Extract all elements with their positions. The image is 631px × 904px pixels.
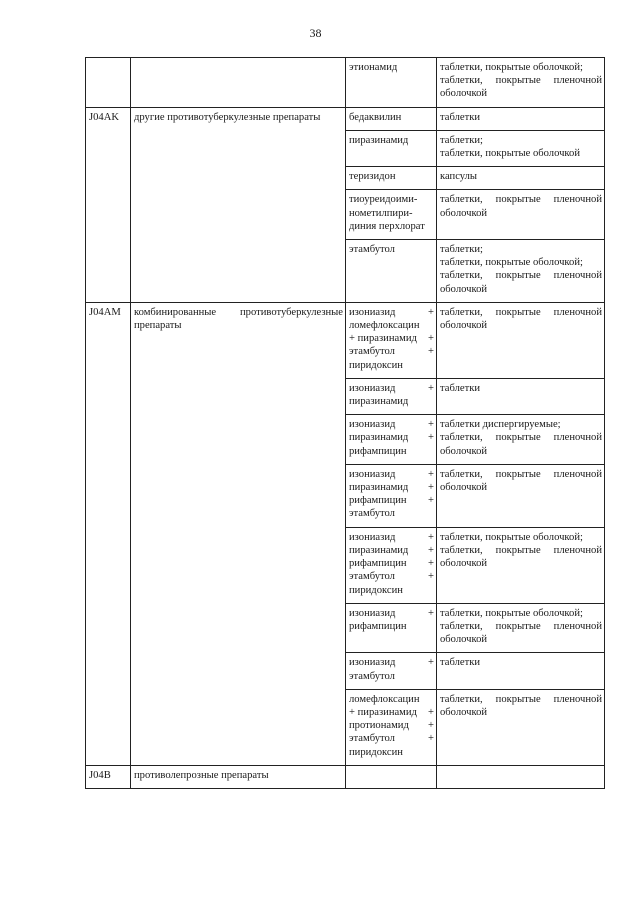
substance-text: + пиразинамид (349, 333, 417, 345)
substance-text: изониазид (349, 607, 396, 619)
group-name-cell (131, 58, 346, 108)
substance-line (349, 746, 434, 759)
substance-text: пиразинамид (349, 432, 409, 444)
plus-sign (431, 207, 434, 220)
plus-sign: + (428, 733, 434, 745)
substance-line (349, 345, 434, 358)
dosage-form-cell (437, 653, 605, 689)
substance-line (349, 111, 434, 124)
plus-sign (431, 243, 434, 256)
substance-text: изониазид (349, 382, 396, 394)
substance-text: этамбутол (349, 508, 395, 520)
substance-text: этионамид (349, 62, 398, 73)
substance-line (349, 719, 434, 732)
plus-sign (431, 61, 434, 74)
substance-line (349, 481, 434, 494)
substance-cell (346, 167, 437, 190)
substance-text: ломефлоксацин (349, 693, 420, 705)
dosage-form-cell (437, 190, 605, 240)
substance-text: протионамид (349, 720, 409, 732)
substance-text: + пиразинамид (349, 706, 417, 718)
substance-line (349, 531, 434, 544)
plus-sign: + (428, 419, 434, 431)
substance-text: нометилпири- (349, 207, 413, 219)
dosage-form-cell (437, 378, 605, 414)
dosage-form-line: таблетки, покрытые пленочной оболочкой (440, 306, 602, 332)
plus-sign (431, 111, 434, 124)
dosage-form-line: таблетки; (440, 134, 483, 146)
plus-sign (431, 359, 434, 372)
dosage-form-line: таблетки диспергируемые; (440, 419, 561, 431)
substance-cell (346, 603, 437, 653)
substance-text: изониазид (349, 306, 396, 318)
substance-text: пиразинамид (349, 134, 409, 146)
substance-cell (346, 527, 437, 603)
dosage-form-line: таблетки, покрытые оболочкой; (440, 607, 583, 619)
dosage-form-line: таблетки, покрытые пленочной оболочкой (440, 544, 602, 570)
substance-cell (346, 765, 437, 788)
plus-sign: + (428, 607, 434, 619)
plus-sign: + (428, 571, 434, 583)
substance-text: рифампицин (349, 495, 407, 507)
substance-line (349, 431, 434, 444)
substance-line (349, 395, 434, 408)
substance-line (349, 170, 434, 183)
plus-sign (431, 620, 434, 633)
table-row (86, 58, 605, 108)
dosage-form-cell (437, 130, 605, 166)
atc-code-cell: J04AK (86, 107, 131, 302)
substance-text: изониазид (349, 657, 396, 669)
substance-line (349, 306, 434, 319)
substance-line (349, 584, 434, 597)
substance-text: этамбутол (349, 571, 395, 583)
substance-cell (346, 130, 437, 166)
plus-sign: + (428, 382, 434, 394)
plus-sign (431, 220, 434, 233)
plus-sign: + (428, 333, 434, 345)
dosage-form-line: таблетки, покрытые оболочкой; (440, 531, 583, 543)
plus-sign: + (428, 495, 434, 507)
plus-sign: + (428, 558, 434, 570)
plus-sign (431, 319, 434, 332)
substance-text: рифампицин (349, 558, 407, 570)
plus-sign (431, 746, 434, 759)
plus-sign (431, 507, 434, 520)
plus-sign (431, 670, 434, 683)
substance-cell (346, 190, 437, 240)
dosage-form-cell (437, 415, 605, 465)
dosage-form-line: таблетки (440, 657, 481, 669)
substance-line (349, 557, 434, 570)
table-row (86, 302, 605, 378)
substance-line (349, 134, 434, 147)
substance-line (349, 243, 434, 256)
substance-line (349, 193, 434, 206)
dosage-form-cell (437, 302, 605, 378)
plus-sign: + (428, 468, 434, 480)
substance-text: теризидон (349, 171, 396, 183)
substance-line (349, 507, 434, 520)
table-row (86, 107, 605, 130)
dosage-form-line: таблетки, покрытые оболочкой (440, 148, 580, 160)
substance-text: бедаквилин (349, 111, 402, 123)
dosage-form-line: таблетки (440, 382, 481, 394)
substance-cell (346, 653, 437, 689)
substance-cell (346, 240, 437, 303)
substance-line (349, 445, 434, 458)
plus-sign (431, 584, 434, 597)
table-row (86, 765, 605, 788)
atc-code-cell: J04B (86, 765, 131, 788)
dosage-form-cell (437, 464, 605, 527)
substance-cell (346, 415, 437, 465)
dosage-form-line: таблетки, покрытые пленочной оболочкой (440, 693, 602, 718)
substance-cell (346, 378, 437, 414)
substance-line (349, 61, 434, 74)
table-body (86, 58, 605, 789)
substance-line (349, 418, 434, 431)
substance-text: этамбутол (349, 346, 395, 358)
dosage-form-line: таблетки, покрытые пленочной оболочкой (440, 620, 602, 646)
plus-sign: + (428, 657, 434, 669)
substance-text: пиразинамид (349, 544, 409, 556)
substance-cell (346, 689, 437, 765)
dosage-form-line: таблетки, покрытые пленочной оболочкой (440, 194, 602, 219)
dosage-form-cell (437, 765, 605, 788)
substance-line (349, 494, 434, 507)
substance-line (349, 382, 434, 395)
substance-text: рифампицин (349, 620, 407, 632)
substance-text: изониазид (349, 468, 396, 480)
dosage-form-line: таблетки, покрытые оболочкой; (440, 62, 583, 73)
substance-text: пиридоксин (349, 359, 403, 371)
plus-sign: + (428, 531, 434, 543)
substance-text: пиридоксин (349, 584, 403, 596)
substance-line (349, 570, 434, 583)
plus-sign: + (428, 544, 434, 556)
plus-sign: + (428, 482, 434, 494)
dosage-form-cell (437, 107, 605, 130)
dosage-form-line: таблетки (440, 111, 481, 123)
dosage-form-line: таблетки, покрытые пленочной оболочкой (440, 468, 602, 494)
dosage-form-line: капсулы (440, 171, 478, 183)
substance-text: диния перхлорат (349, 220, 425, 232)
substance-text: этамбутол (349, 244, 395, 256)
substance-line (349, 319, 434, 332)
group-name-cell: противолепрозные препараты (131, 765, 346, 788)
plus-sign: + (428, 306, 434, 318)
substance-line (349, 468, 434, 481)
dosage-form-cell (437, 603, 605, 653)
substance-text: пиридоксин (349, 746, 403, 758)
plus-sign (431, 395, 434, 408)
plus-sign: + (428, 720, 434, 732)
substance-text: изониазид (349, 531, 396, 543)
substance-line (349, 359, 434, 372)
dosage-form-cell (437, 689, 605, 765)
substance-cell (346, 107, 437, 130)
substance-cell (346, 58, 437, 108)
group-name-cell: другие противотуберкулезные препараты (131, 107, 346, 302)
plus-sign (431, 134, 434, 147)
dosage-form-line: таблетки, покрытые пленочной оболочкой (440, 75, 602, 100)
substance-text: рифампицин (349, 445, 407, 457)
substance-cell (346, 464, 437, 527)
atc-code-cell (86, 58, 131, 108)
plus-sign (431, 693, 434, 706)
substance-text: этамбутол (349, 733, 395, 745)
substance-line (349, 220, 434, 233)
substance-line (349, 620, 434, 633)
substance-text: пиразинамид (349, 482, 409, 494)
plus-sign (431, 193, 434, 206)
drug-table (85, 57, 605, 789)
page-number: 38 (309, 26, 322, 40)
substance-line (349, 732, 434, 745)
substance-line (349, 693, 434, 706)
dosage-form-line: таблетки; (440, 244, 483, 256)
substance-line (349, 670, 434, 683)
substance-line (349, 332, 434, 345)
substance-line (349, 207, 434, 220)
dosage-form-cell (437, 167, 605, 190)
plus-sign: + (428, 432, 434, 444)
dosage-form-line: таблетки, покрытые оболочкой; (440, 257, 583, 269)
substance-line (349, 706, 434, 719)
substance-line (349, 544, 434, 557)
substance-text: пиразинамид (349, 396, 409, 408)
plus-sign (431, 170, 434, 183)
substance-text: изониазид (349, 419, 396, 431)
substance-text: этамбутол (349, 670, 395, 682)
substance-line (349, 607, 434, 620)
dosage-form-cell (437, 240, 605, 303)
dosage-form-cell (437, 527, 605, 603)
dosage-form-line: таблетки, покрытые пленочной оболочкой (440, 270, 602, 295)
dosage-form-line: таблетки, покрытые пленочной оболочкой (440, 432, 602, 457)
plus-sign (431, 445, 434, 458)
plus-sign: + (428, 706, 434, 718)
substance-cell (346, 302, 437, 378)
substance-text: тиоуреидоими- (349, 194, 418, 206)
substance-text: ломефлоксацин (349, 320, 420, 332)
substance-line (349, 656, 434, 669)
group-name-cell: комбинированные противотуберкулезные препараты (131, 302, 346, 765)
atc-code-cell: J04AM (86, 302, 131, 765)
plus-sign: + (428, 346, 434, 358)
dosage-form-cell (437, 58, 605, 108)
